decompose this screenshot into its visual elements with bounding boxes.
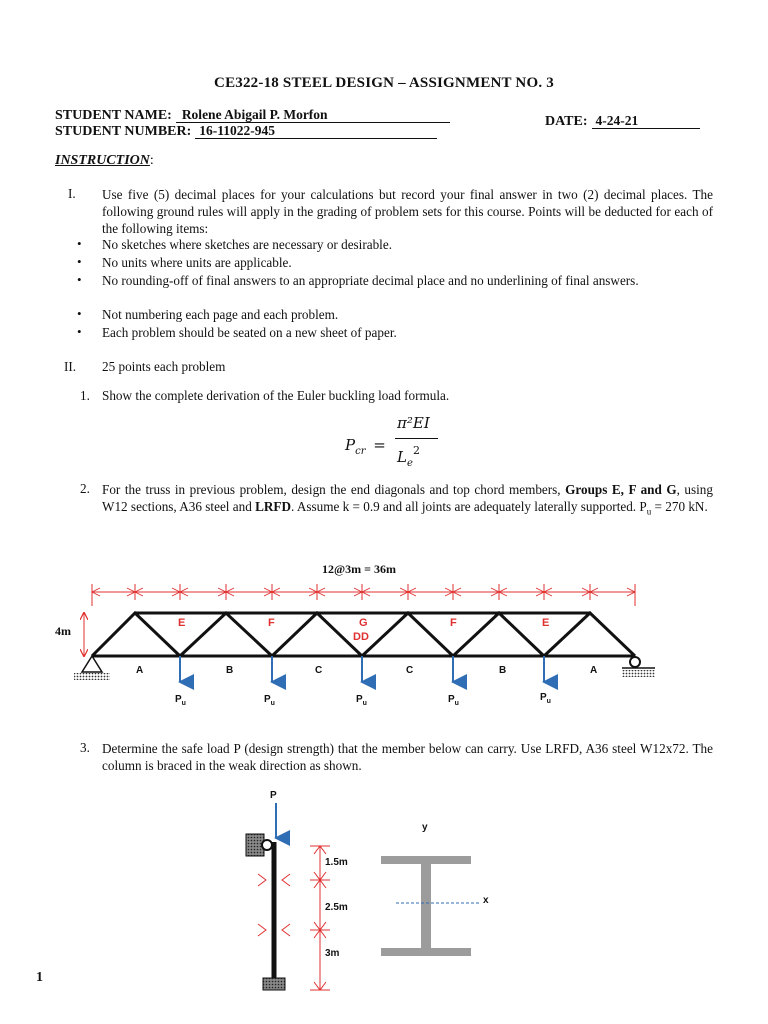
problem-2-lrfd: LRFD: [255, 499, 291, 514]
load-label-sub: u: [181, 700, 186, 707]
group-label-top: E: [178, 617, 186, 629]
w-section-web: [421, 864, 431, 948]
load-arrows: [180, 656, 544, 682]
left-ground: [74, 673, 110, 680]
roller-support: [630, 657, 640, 667]
group-label-bottom: C: [406, 665, 414, 676]
load-label-sub: u: [546, 698, 551, 705]
problem-1-text: Show the complete derivation of the Euler buckling load formula.: [102, 388, 450, 403]
load-label-sub: u: [270, 700, 275, 707]
y-axis-label: y: [422, 822, 428, 833]
bullet-marker: •: [77, 236, 82, 251]
group-label-bottom: A: [136, 665, 144, 676]
load-label: [175, 694, 186, 707]
section-2-text: 25 points each problem: [102, 359, 226, 374]
page-number: 1: [36, 970, 43, 985]
assignment-title: CE322-18 STEEL DESIGN – ASSIGNMENT NO. 3: [214, 75, 554, 91]
problem-2-text-d: = 270 kN.: [651, 499, 708, 514]
column-base: [263, 978, 285, 990]
bullet-marker: •: [77, 306, 82, 321]
pin-support: [82, 656, 102, 672]
date-label: DATE:: [545, 114, 588, 129]
load-label-p: P: [264, 694, 271, 705]
problem-2-text-c: . Assume k = 0.9 and all joints are adequately laterally supported. P: [291, 499, 647, 514]
segment-label: 1.5m: [325, 857, 348, 868]
formula-p: P: [345, 436, 356, 454]
segment-label: 2.5m: [325, 902, 348, 913]
group-label-top: E: [542, 617, 550, 629]
section-1-text: Use five (5) decimal places for your calculations but record your final answer in two (2) decimal places. The following ground rules will apply in the grading of problem sets for this course. Points will be deducted for each of the following items:: [102, 187, 713, 236]
problem-2-sub-u: u: [646, 506, 652, 517]
bullet-item: No sketches where sketches are necessary or desirable.: [102, 237, 392, 252]
load-label-sub: u: [454, 700, 459, 707]
bullet-item: No units where units are applicable.: [102, 255, 292, 270]
bullet-marker: •: [77, 272, 82, 287]
group-label-top: F: [450, 617, 457, 629]
segment-label: 3m: [325, 948, 340, 959]
date-row: [545, 112, 700, 130]
section-1-numeral: I.: [68, 186, 76, 201]
group-label-bottom: C: [315, 665, 323, 676]
bullet-marker: •: [77, 254, 82, 269]
formula-le-sub: e: [406, 458, 413, 469]
instruction-heading-text: INSTRUCTION: [55, 153, 150, 168]
load-label-p: P: [540, 692, 547, 703]
problem-3-text: Determine the safe load P (design strength) that the member below can carry. Use LRFD, A36 steel W12x72. The column is braced in the weak direction as shown.: [102, 741, 713, 773]
date-value: 4-24-21: [592, 113, 700, 129]
student-number-label: STUDENT NUMBER:: [55, 124, 192, 139]
formula-le: L: [397, 448, 407, 466]
load-label: [448, 694, 459, 707]
section-2-numeral: II.: [64, 359, 77, 374]
group-label-top: F: [268, 617, 275, 629]
x-axis-label: x: [483, 895, 489, 906]
load-label-sub: u: [362, 700, 367, 707]
load-label-p: P: [356, 694, 363, 705]
group-label-bottom: B: [226, 665, 234, 676]
problem-3-number: 3.: [80, 740, 90, 755]
load-label-p: P: [448, 694, 455, 705]
instruction-heading: [55, 153, 154, 169]
column-load-label: P: [270, 790, 277, 801]
group-label-middle: DD: [353, 631, 369, 643]
load-label: [356, 694, 367, 707]
group-label-top: G: [359, 617, 368, 629]
bullet-item: No rounding-off of final answers to an appropriate decimal place and no underlining of final answers.: [102, 273, 639, 288]
problem-2-groups: Groups E, F and G: [565, 482, 677, 497]
right-ground: [622, 670, 655, 677]
group-label-bottom: A: [590, 665, 598, 676]
group-label-bottom: B: [499, 665, 507, 676]
load-label-p: P: [175, 694, 182, 705]
student-number-row: [55, 122, 437, 140]
problem-2-text-b: , using W12 sections, A36 steel and: [102, 482, 713, 514]
formula-le-sup: 2: [413, 444, 420, 457]
top-pin: [262, 840, 272, 850]
formula-equals: =: [373, 436, 386, 454]
truss-span-label: 12@3m = 36m: [322, 562, 396, 576]
formula-p-sub: cr: [355, 446, 366, 457]
student-name-label: STUDENT NAME:: [55, 108, 172, 123]
bullet-item: Not numbering each page and each problem.: [102, 307, 339, 322]
problem-2-text-a: For the truss in previous problem, design the end diagonals and top chord members,: [102, 482, 561, 497]
student-name-value: Rolene Abigail P. Morfon: [176, 107, 450, 123]
load-label: [264, 694, 275, 707]
problem-2-number: 2.: [80, 481, 90, 496]
formula-denominator: [397, 448, 413, 469]
instruction-heading-colon: :: [149, 153, 154, 168]
truss-height-label: 4m: [55, 624, 71, 638]
problem-1-number: 1.: [80, 388, 90, 403]
formula-numerator: π²EI: [397, 414, 430, 432]
w-section-top-flange: [381, 856, 471, 864]
bullet-marker: •: [77, 324, 82, 339]
student-number-value: 16-11022-945: [195, 123, 437, 139]
load-label: [540, 692, 551, 705]
truss-diagram: [70, 570, 690, 720]
formula-fraction-bar: [395, 438, 438, 439]
column-diagram: [238, 800, 538, 994]
w-section-bottom-flange: [381, 948, 471, 956]
bullet-item: Each problem should be seated on a new sheet of paper.: [102, 325, 397, 340]
formula-lhs: [345, 436, 386, 457]
problem-2-text: [102, 481, 713, 521]
